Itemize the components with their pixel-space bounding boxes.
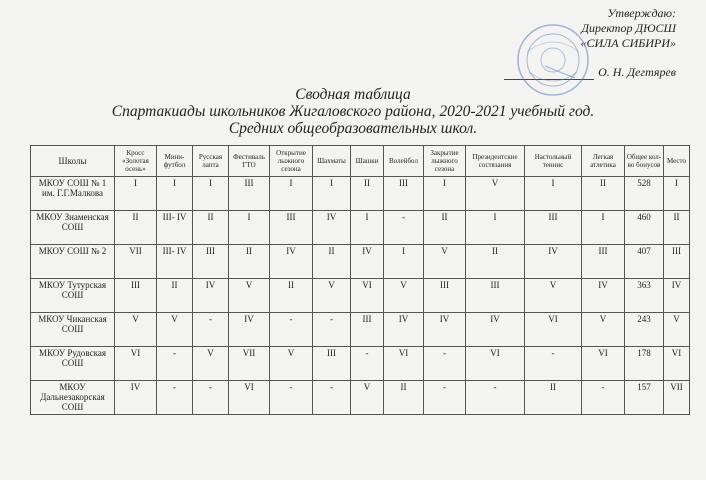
score-cell: - [525,347,582,381]
score-cell: VI [582,347,625,381]
score-cell: V [351,381,384,415]
table-row [31,211,690,245]
table-row [31,279,690,313]
score-cell: 407 [625,245,664,279]
score-cell: II [525,381,582,415]
column-header: Место [664,146,690,177]
results-table [30,145,690,415]
column-header-school: Школы [31,146,115,177]
score-cell: - [384,211,424,245]
approval-line-2: Директор ДЮСШ [581,21,676,35]
score-cell: I [424,177,466,211]
score-cell: IV [351,245,384,279]
score-cell: I [115,177,157,211]
score-cell: II [384,381,424,415]
score-cell: V [466,177,525,211]
score-cell: III [313,347,351,381]
score-cell: - [313,381,351,415]
column-header: Мини-футбол [157,146,193,177]
title-line-1: Сводная таблица [295,86,411,103]
column-header: Настольный теннис [525,146,582,177]
school-name-cell: МКОУ Чиканская СОШ [31,313,115,347]
school-name-cell: МКОУ СОШ № 1 им. Г.Г.Малкова [31,177,115,211]
score-cell: V [115,313,157,347]
score-cell: VII [664,381,690,415]
score-cell: III [351,313,384,347]
approval-line-4: О. Н. Дегтярев [598,65,676,79]
score-cell: III- IV [157,211,193,245]
score-cell: IV [384,313,424,347]
score-cell: V [384,279,424,313]
score-cell: III [229,177,270,211]
score-cell: 178 [625,347,664,381]
column-header: Закрытие лыжного сезона [424,146,466,177]
table-row [31,177,690,211]
score-cell: - [313,313,351,347]
score-cell: I [229,211,270,245]
score-cell: V [229,279,270,313]
score-cell: IV [193,279,229,313]
score-cell: V [157,313,193,347]
score-cell: - [157,347,193,381]
column-header: Легкая атлетика [582,146,625,177]
score-cell: 363 [625,279,664,313]
score-cell: III [582,245,625,279]
score-cell: II [115,211,157,245]
score-cell: - [466,381,525,415]
score-cell: II [424,211,466,245]
score-cell: V [270,347,313,381]
score-cell: V [193,347,229,381]
score-cell: III [424,279,466,313]
column-header: Кросс «Золотая осень» [115,146,157,177]
table-row [31,245,690,279]
score-cell: II [193,211,229,245]
column-header: Общее кол-во бонусов [625,146,664,177]
score-cell: II [229,245,270,279]
column-header: Шашки [351,146,384,177]
score-cell: VII [115,245,157,279]
score-cell: IV [270,245,313,279]
score-cell: II [313,245,351,279]
school-name-cell: МКОУ Дальнезакорская СОШ [31,381,115,415]
document-title [0,86,706,137]
table-row [31,347,690,381]
score-cell: 460 [625,211,664,245]
score-cell: VII [229,347,270,381]
score-cell: IV [229,313,270,347]
column-header: Фестиваль ГТО [229,146,270,177]
score-cell: IV [525,245,582,279]
score-cell: - [424,347,466,381]
score-cell: V [582,313,625,347]
school-name-cell: МКОУ СОШ № 2 [31,245,115,279]
school-name-cell: МКОУ Знаменская СОШ [31,211,115,245]
table-row [31,313,690,347]
score-cell: I [664,177,690,211]
score-cell: 528 [625,177,664,211]
score-cell: III [466,279,525,313]
score-cell: I [351,211,384,245]
column-header: Шахматы [313,146,351,177]
score-cell: - [270,381,313,415]
score-cell: I [313,177,351,211]
score-cell: IV [115,381,157,415]
score-cell: III- IV [157,245,193,279]
score-cell: II [157,279,193,313]
column-header: Президентские состязания [466,146,525,177]
score-cell: VI [384,347,424,381]
score-cell: - [157,381,193,415]
score-cell: IV [466,313,525,347]
score-cell: I [157,177,193,211]
score-cell: VI [229,381,270,415]
score-cell: III [115,279,157,313]
score-cell: I [270,177,313,211]
score-cell: - [424,381,466,415]
score-cell: - [270,313,313,347]
score-cell: VI [115,347,157,381]
score-cell: 243 [625,313,664,347]
approval-line-3: «СИЛА СИБИРИ» [580,36,676,50]
score-cell: I [384,245,424,279]
score-cell: II [270,279,313,313]
score-cell: V [424,245,466,279]
table-body [31,177,690,415]
table-row [31,381,690,415]
score-cell: IV [424,313,466,347]
score-cell: II [466,245,525,279]
score-cell: IV [664,279,690,313]
score-cell: III [525,211,582,245]
score-cell: VI [466,347,525,381]
score-cell: - [193,313,229,347]
score-cell: III [384,177,424,211]
school-name-cell: МКОУ Рудовская СОШ [31,347,115,381]
column-header: Русская лапта [193,146,229,177]
score-cell: I [525,177,582,211]
score-cell: - [351,347,384,381]
table-header-row [31,146,690,177]
score-cell: II [664,211,690,245]
title-line-3: Средних общеобразовательных школ. [228,120,478,137]
score-cell: II [351,177,384,211]
score-cell: III [270,211,313,245]
score-cell: IV [582,279,625,313]
score-cell: 157 [625,381,664,415]
title-line-2: Спартакиады школьников Жигаловского района, 2020-2021 учебный год. [111,103,595,120]
approval-line-1: Утверждаю: [607,6,676,20]
score-cell: VI [525,313,582,347]
score-cell: I [193,177,229,211]
score-cell: III [193,245,229,279]
score-cell: V [664,313,690,347]
school-name-cell: МКОУ Тутурская СОШ [31,279,115,313]
score-cell: - [193,381,229,415]
score-cell: V [313,279,351,313]
column-header: Волейбол [384,146,424,177]
score-cell: V [525,279,582,313]
score-cell: IV [313,211,351,245]
score-cell: - [582,381,625,415]
score-cell: VI [664,347,690,381]
column-header: Открытие лыжного сезона [270,146,313,177]
score-cell: II [582,177,625,211]
score-cell: I [466,211,525,245]
score-cell: VI [351,279,384,313]
score-cell: III [664,245,690,279]
score-cell: I [582,211,625,245]
